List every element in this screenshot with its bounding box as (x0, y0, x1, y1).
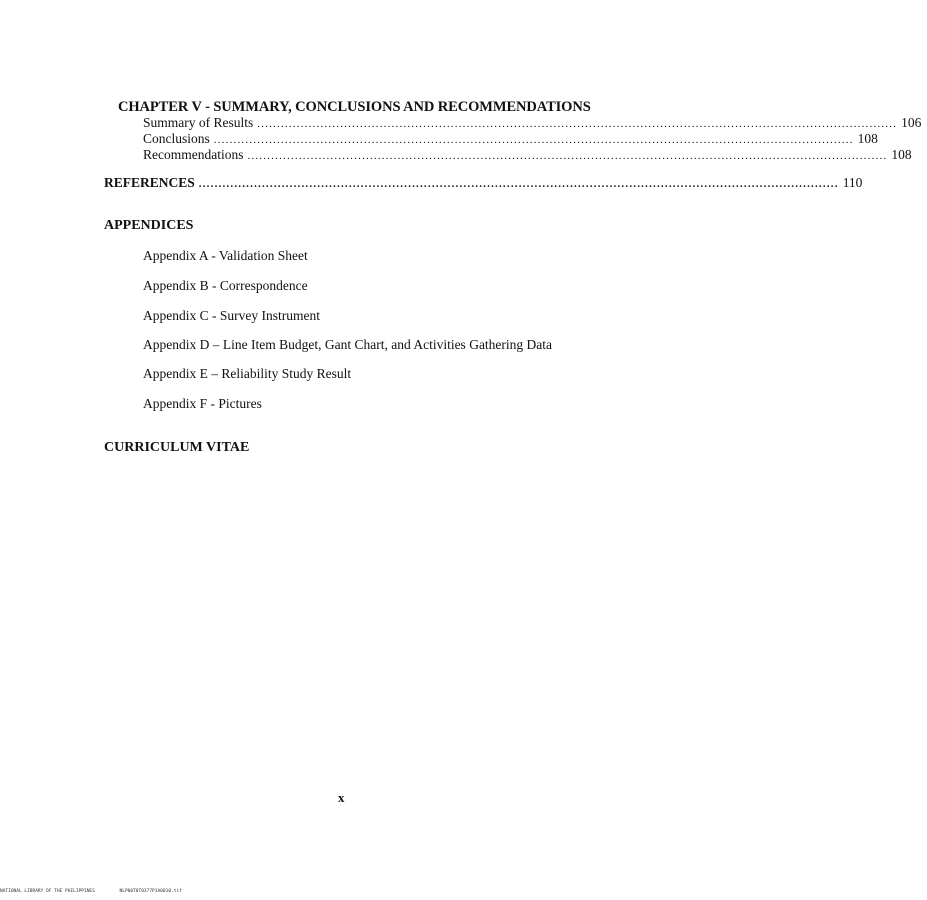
appendices-heading: APPENDICES (104, 218, 194, 233)
toc-entry (143, 131, 878, 147)
chapter-heading: CHAPTER V - SUMMARY, CONCLUSIONS AND RECOMMENDATIONS (118, 99, 591, 115)
toc-entry (143, 147, 912, 163)
toc-entry-page: 110 (842, 175, 863, 190)
footer-file: NLP00T0T0377P1A0010.tif (119, 889, 182, 894)
toc-entry-page: 108 (891, 147, 912, 162)
curriculum-vitae-heading: CURRICULUM VITAE (104, 440, 250, 455)
toc-entry-label: Summary of Results (143, 115, 254, 130)
appendix-item: Appendix B - Correspondence (143, 278, 308, 293)
toc-entry-page: 108 (857, 131, 878, 146)
appendix-item: Appendix E – Reliability Study Result (143, 366, 352, 381)
appendix-item: Appendix A - Validation Sheet (143, 248, 308, 263)
scan-footer (0, 889, 204, 894)
toc-entry-references (104, 175, 863, 191)
dot-leader: .................................................................................................................................................................. (257, 118, 898, 130)
dot-leader: .................................................................................................................................................................. (247, 150, 888, 162)
footer-library: NATIONAL LIBRARY OF THE PHILIPPINES (0, 889, 95, 894)
appendix-item: Appendix D – Line Item Budget, Gant Chart, and Activities Gathering Data (143, 337, 553, 352)
dot-leader: .................................................................................................................................................................. (213, 134, 854, 146)
toc-entry-page: 106 (901, 115, 922, 130)
toc-entry-label: Recommendations (143, 147, 244, 162)
toc-entry (143, 115, 922, 131)
toc-entry-label: REFERENCES (104, 175, 195, 190)
appendix-item: Appendix F - Pictures (143, 396, 262, 411)
toc-entry-label: Conclusions (143, 131, 210, 146)
appendix-item: Appendix C - Survey Instrument (143, 308, 320, 323)
dot-leader: .................................................................................................................................................................. (198, 178, 839, 190)
page-number: x (338, 790, 345, 805)
